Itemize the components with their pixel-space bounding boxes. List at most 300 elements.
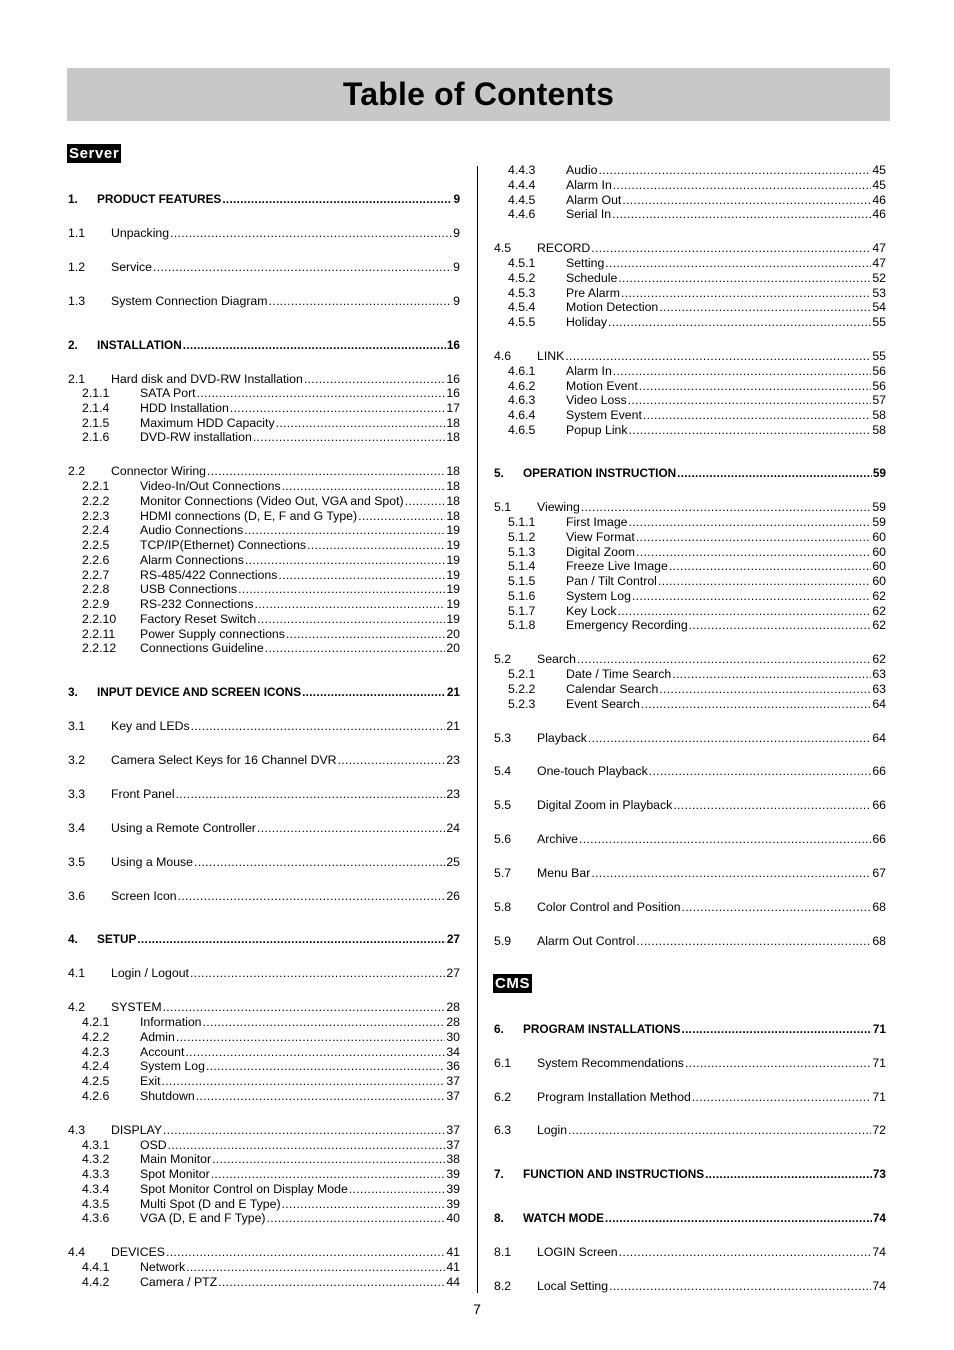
toc-entry-number: 4.6.4 — [508, 408, 536, 422]
toc-entry-number: 4.2.1 — [82, 1015, 110, 1029]
toc-leader-dots — [254, 597, 445, 612]
toc-entry-number: 4.6 — [494, 349, 512, 363]
toc-entry[interactable] — [68, 294, 460, 309]
toc-entry[interactable] — [494, 1090, 886, 1105]
toc-entry[interactable] — [494, 934, 886, 949]
toc-entry[interactable] — [82, 627, 460, 642]
toc-entry-number: 7. — [494, 1167, 504, 1181]
toc-entry-page: 20 — [446, 641, 460, 655]
toc-entry[interactable] — [494, 764, 886, 779]
toc-entry-page: 38 — [446, 1152, 460, 1166]
toc-entry-page: 17 — [446, 401, 460, 415]
toc-entry-number: 2.1.5 — [82, 416, 110, 430]
toc-leader-dots — [153, 260, 452, 275]
toc-entry-label: VGA (D, E and F Type) — [140, 1211, 266, 1225]
toc-entry[interactable] — [68, 260, 460, 275]
toc-entry[interactable] — [508, 559, 886, 574]
toc-entry-number: 4.1 — [68, 966, 86, 980]
toc-entry[interactable] — [82, 1015, 460, 1030]
toc-entry-label: System Connection Diagram — [111, 294, 268, 308]
toc-entry-number: 4.5.1 — [508, 256, 536, 270]
toc-entry-number: 5.7 — [494, 866, 512, 880]
toc-entry-number: 5.3 — [494, 731, 512, 745]
toc-entry[interactable] — [82, 1275, 460, 1290]
toc-entry[interactable] — [68, 464, 460, 479]
toc-entry[interactable] — [68, 192, 460, 207]
toc-entry-number: 6.2 — [494, 1090, 512, 1104]
toc-entry-page: 63 — [872, 682, 886, 696]
column-divider — [477, 166, 478, 1293]
toc-entry-number: 5.9 — [494, 934, 512, 948]
toc-entry-page: 59 — [872, 500, 886, 514]
toc-entry-number: 2.2.7 — [82, 568, 110, 582]
toc-leader-dots — [168, 1138, 446, 1153]
toc-entry-number: 4.5.2 — [508, 271, 536, 285]
toc-entry[interactable] — [82, 494, 460, 509]
toc-entry[interactable] — [82, 1059, 460, 1074]
toc-entry-label: HDMI connections (D, E, F and G Type) — [140, 509, 358, 523]
toc-entry-number: 5.1.7 — [508, 604, 536, 618]
toc-leader-dots — [608, 315, 871, 330]
toc-entry[interactable] — [508, 207, 886, 222]
toc-entry-label: Login / Logout — [111, 966, 189, 980]
toc-entry-label: TCP/IP(Ethernet) Connections — [140, 538, 307, 552]
toc-entry-label: Unpacking — [111, 226, 170, 240]
toc-leader-dots — [621, 286, 871, 301]
toc-entry-page: 9 — [453, 294, 460, 308]
toc-entry[interactable] — [82, 1197, 460, 1212]
toc-entry-label: Event Search — [566, 697, 640, 711]
toc-leader-dots — [618, 604, 872, 619]
toc-entry-number: 4.6.2 — [508, 379, 536, 393]
toc-leader-dots — [673, 798, 871, 813]
toc-entry[interactable] — [82, 401, 460, 416]
toc-entry[interactable] — [82, 597, 460, 612]
toc-entry-label: Holiday — [566, 315, 608, 329]
toc-entry-page: 54 — [872, 300, 886, 314]
toc-entry-label: Viewing — [537, 500, 580, 514]
toc-entry[interactable] — [508, 364, 886, 379]
toc-entry[interactable] — [68, 787, 460, 802]
toc-entry[interactable] — [494, 1279, 886, 1294]
toc-entry[interactable] — [68, 753, 460, 768]
toc-entry[interactable] — [82, 1074, 460, 1089]
toc-entry-number: 2.2.11 — [82, 627, 116, 641]
toc-entry-number: 2.2.4 — [82, 523, 110, 537]
toc-entry[interactable] — [68, 966, 460, 981]
toc-entry[interactable] — [508, 618, 886, 633]
toc-leader-dots — [588, 731, 871, 746]
toc-entry-label: Camera Select Keys for 16 Channel DVR — [111, 753, 337, 767]
toc-entry[interactable] — [508, 193, 886, 208]
toc-entry[interactable] — [494, 900, 886, 915]
toc-entry[interactable] — [82, 1167, 460, 1182]
toc-entry-label: Archive — [537, 832, 579, 846]
section-tag-server: Server — [69, 145, 120, 162]
toc-entry-label: Video Loss — [566, 393, 627, 407]
toc-entry-number: 4.3.3 — [82, 1167, 110, 1181]
toc-entry[interactable] — [508, 178, 886, 193]
toc-leader-dots — [190, 966, 445, 981]
toc-entry-page: 68 — [872, 934, 886, 948]
toc-entry-number: 5. — [494, 466, 504, 480]
toc-entry[interactable] — [82, 523, 460, 538]
toc-leader-dots — [649, 764, 872, 779]
toc-entry[interactable] — [494, 1245, 886, 1260]
toc-entry-label: Serial In — [566, 207, 612, 221]
toc-entry-number: 4.5.5 — [508, 315, 536, 329]
toc-entry[interactable] — [82, 1152, 460, 1167]
toc-entry-number: 5.8 — [494, 900, 512, 914]
toc-entry[interactable] — [508, 574, 886, 589]
toc-entry[interactable] — [494, 832, 886, 847]
toc-entry-page: 74 — [872, 1279, 886, 1293]
toc-leader-dots — [307, 538, 445, 553]
toc-entry[interactable] — [68, 685, 460, 700]
toc-entry-page: 9 — [453, 192, 460, 206]
toc-entry-page: 19 — [446, 612, 460, 626]
toc-entry-label: HDD Installation — [140, 401, 229, 415]
toc-leader-dots — [632, 589, 871, 604]
toc-entry-number: 4. — [68, 932, 78, 946]
toc-entry-label: Account — [140, 1045, 185, 1059]
toc-leader-dots — [282, 1197, 446, 1212]
toc-leader-dots — [186, 1260, 445, 1275]
toc-entry[interactable] — [494, 1167, 886, 1182]
toc-entry-label: Key and LEDs — [111, 719, 190, 733]
toc-leader-dots — [137, 932, 446, 947]
toc-entry[interactable] — [82, 1030, 460, 1045]
toc-leader-dots — [338, 753, 446, 768]
toc-entry-number: 2.2.8 — [82, 582, 110, 596]
toc-entry-page: 59 — [872, 466, 886, 480]
toc-entry-label: Alarm Connections — [140, 553, 244, 567]
toc-entry-label: Information — [140, 1015, 202, 1029]
toc-entry-label: Motion Detection — [566, 300, 659, 314]
toc-entry-page: 30 — [446, 1030, 460, 1044]
toc-leader-dots — [636, 545, 871, 560]
toc-entry[interactable] — [508, 667, 886, 682]
toc-entry[interactable] — [508, 300, 886, 315]
toc-leader-dots — [203, 1015, 446, 1030]
toc-entry-page: 68 — [872, 900, 886, 914]
toc-entry-label: Admin — [140, 1030, 175, 1044]
toc-entry-page: 44 — [446, 1275, 460, 1289]
toc-entry[interactable] — [508, 408, 886, 423]
toc-entry-page: 46 — [872, 207, 886, 221]
toc-entry-label: OSD — [140, 1138, 167, 1152]
toc-entry-page: 60 — [872, 530, 886, 544]
toc-entry-label: RS-232 Connections — [140, 597, 254, 611]
toc-entry[interactable] — [494, 500, 886, 515]
toc-leader-dots — [677, 466, 872, 481]
toc-entry-number: 4.5 — [494, 241, 512, 255]
toc-entry[interactable] — [82, 553, 460, 568]
toc-entry[interactable] — [68, 1000, 460, 1015]
toc-leader-dots — [639, 379, 872, 394]
toc-leader-dots — [238, 582, 445, 597]
toc-entry[interactable] — [494, 241, 886, 256]
toc-entry[interactable] — [82, 1211, 460, 1226]
toc-entry-page: 16 — [446, 372, 460, 386]
toc-entry-number: 4.4.4 — [508, 178, 536, 192]
toc-leader-dots — [358, 509, 445, 524]
toc-entry[interactable] — [508, 697, 886, 712]
toc-leader-dots — [682, 1022, 872, 1037]
toc-entry[interactable] — [68, 372, 460, 387]
toc-entry[interactable] — [508, 682, 886, 697]
toc-entry-number: 5.4 — [494, 764, 512, 778]
toc-leader-dots — [304, 372, 445, 387]
toc-entry[interactable] — [494, 1211, 886, 1226]
toc-entry-label: Service — [111, 260, 153, 274]
toc-entry[interactable] — [68, 719, 460, 734]
toc-leader-dots — [405, 494, 446, 509]
toc-entry-number: 5.1.4 — [508, 559, 536, 573]
toc-leader-dots — [612, 207, 871, 222]
toc-leader-dots — [629, 423, 872, 438]
toc-leader-dots — [705, 1167, 872, 1182]
toc-entry-number: 5.1.1 — [508, 515, 536, 529]
toc-leader-dots — [579, 832, 871, 847]
toc-entry[interactable] — [68, 821, 460, 836]
toc-entry-number: 2.2.2 — [82, 494, 110, 508]
toc-leader-dots — [636, 530, 872, 545]
toc-entry-number: 4.6.5 — [508, 423, 536, 437]
toc-entry-number: 4.5.4 — [508, 300, 536, 314]
toc-entry-label: Alarm Out — [566, 193, 622, 207]
toc-entry-page: 66 — [872, 798, 886, 812]
toc-entry-page: 39 — [446, 1167, 460, 1181]
toc-entry[interactable] — [82, 582, 460, 597]
toc-leader-dots — [641, 697, 871, 712]
toc-entry[interactable] — [82, 538, 460, 553]
toc-entry-number: 5.6 — [494, 832, 512, 846]
toc-entry-number: 6. — [494, 1022, 504, 1036]
toc-entry-label: Maximum HDD Capacity — [140, 416, 275, 430]
toc-entry-label: Exit — [140, 1074, 161, 1088]
toc-entry-label: DISPLAY — [111, 1123, 163, 1137]
toc-entry-label: View Format — [566, 530, 635, 544]
toc-entry-number: 3.4 — [68, 821, 86, 835]
toc-entry[interactable] — [82, 416, 460, 431]
toc-leader-dots — [636, 934, 871, 949]
toc-entry[interactable] — [68, 1245, 460, 1260]
toc-entry-label: PROGRAM INSTALLATIONS — [523, 1022, 681, 1036]
toc-entry[interactable] — [68, 226, 460, 241]
toc-leader-dots — [669, 559, 871, 574]
toc-entry-page: 64 — [872, 697, 886, 711]
toc-leader-dots — [591, 241, 871, 256]
toc-entry-page: 19 — [446, 553, 460, 567]
toc-entry-page: 53 — [872, 286, 886, 300]
toc-entry-number: 5.2.2 — [508, 682, 536, 696]
toc-leader-dots — [276, 416, 446, 431]
toc-entry[interactable] — [508, 423, 886, 438]
toc-entry-number: 5.1 — [494, 500, 512, 514]
toc-entry[interactable] — [82, 1182, 460, 1197]
toc-entry-page: 23 — [446, 753, 460, 767]
toc-entry[interactable] — [494, 731, 886, 746]
toc-leader-dots — [207, 464, 445, 479]
toc-entry[interactable] — [494, 798, 886, 813]
toc-leader-dots — [265, 641, 446, 656]
toc-entry-label: INPUT DEVICE AND SCREEN ICONS — [97, 685, 302, 699]
toc-entry-page: 56 — [872, 364, 886, 378]
toc-entry[interactable] — [68, 932, 460, 947]
toc-entry[interactable] — [508, 286, 886, 301]
toc-entry-number: 4.2 — [68, 1000, 86, 1014]
toc-leader-dots — [245, 553, 445, 568]
toc-entry[interactable] — [508, 393, 886, 408]
toc-entry-page: 46 — [872, 193, 886, 207]
toc-entry-page: 19 — [446, 538, 460, 552]
toc-entry-label: Multi Spot (D and E Type) — [140, 1197, 281, 1211]
toc-entry-label: LOGIN Screen — [537, 1245, 618, 1259]
toc-entry-number: 5.2 — [494, 652, 512, 666]
toc-entry-number: 3.3 — [68, 787, 86, 801]
toc-leader-dots — [212, 1152, 445, 1167]
toc-entry-page: 18 — [446, 494, 460, 508]
toc-entry[interactable] — [494, 1022, 886, 1037]
toc-entry[interactable] — [508, 589, 886, 604]
toc-entry-label: Login — [537, 1123, 568, 1137]
toc-entry[interactable] — [82, 479, 460, 494]
toc-entry-number: 2.2.9 — [82, 597, 110, 611]
toc-entry-page: 23 — [446, 787, 460, 801]
toc-entry[interactable] — [508, 515, 886, 530]
toc-entry-page: 9 — [453, 226, 460, 240]
toc-entry[interactable] — [82, 1138, 460, 1153]
toc-entry-page: 28 — [446, 1000, 460, 1014]
toc-entry[interactable] — [508, 256, 886, 271]
toc-entry-page: 58 — [872, 408, 886, 422]
toc-entry[interactable] — [494, 866, 886, 881]
toc-entry[interactable] — [508, 530, 886, 545]
toc-entry-number: 5.2.3 — [508, 697, 536, 711]
toc-entry-label: INSTALLATION — [97, 338, 182, 352]
toc-entry-number: 4.2.2 — [82, 1030, 110, 1044]
toc-entry-number: 2.1.4 — [82, 401, 110, 415]
toc-leader-dots — [682, 900, 872, 915]
toc-leader-dots — [672, 667, 871, 682]
toc-entry-number: 3.1 — [68, 719, 86, 733]
toc-leader-dots — [685, 1056, 871, 1071]
toc-entry[interactable] — [494, 1123, 886, 1138]
toc-entry[interactable] — [508, 271, 886, 286]
toc-entry-page: 37 — [446, 1138, 460, 1152]
toc-entry-page: 60 — [872, 559, 886, 573]
toc-entry[interactable] — [508, 315, 886, 330]
toc-entry-label: Spot Monitor — [140, 1167, 210, 1181]
toc-entry-label: Menu Bar — [537, 866, 591, 880]
toc-entry[interactable] — [494, 652, 886, 667]
toc-entry[interactable] — [494, 466, 886, 481]
toc-leader-dots — [218, 1275, 445, 1290]
toc-entry-page: 25 — [446, 855, 460, 869]
toc-entry[interactable] — [508, 379, 886, 394]
toc-entry-label: Power Supply connections — [140, 627, 285, 641]
toc-entry-page: 27 — [446, 932, 460, 946]
toc-entry-page: 47 — [872, 256, 886, 270]
toc-entry-page: 74 — [872, 1211, 886, 1225]
toc-entry-number: 4.4.3 — [508, 163, 536, 177]
toc-entry-number: 4.3.4 — [82, 1182, 110, 1196]
page-number: 7 — [473, 1301, 481, 1317]
toc-entry-page: 37 — [446, 1074, 460, 1088]
toc-entry-number: 4.3.1 — [82, 1138, 110, 1152]
toc-entry-label: Schedule — [566, 271, 618, 285]
title-banner — [67, 68, 890, 121]
toc-entry-page: 55 — [872, 349, 886, 363]
toc-leader-dots — [176, 1030, 445, 1045]
toc-entry[interactable] — [82, 386, 460, 401]
toc-entry-label: First Image — [566, 515, 628, 529]
toc-leader-dots — [286, 627, 445, 642]
toc-entry-page: 21 — [446, 685, 460, 699]
toc-entry-page: 18 — [446, 464, 460, 478]
toc-entry-page: 16 — [446, 338, 460, 352]
toc-entry[interactable] — [68, 338, 460, 353]
toc-entry-page: 18 — [446, 430, 460, 444]
toc-entry-number: 4.3.2 — [82, 1152, 110, 1166]
toc-entry[interactable] — [508, 163, 886, 178]
toc-entry-number: 4.4 — [68, 1245, 86, 1259]
toc-leader-dots — [206, 1059, 445, 1074]
toc-entry-label: Using a Remote Controller — [111, 821, 256, 835]
toc-leader-dots — [170, 226, 452, 241]
toc-entry[interactable] — [68, 1123, 460, 1138]
toc-entry-number: 1. — [68, 192, 78, 206]
toc-entry[interactable] — [508, 604, 886, 619]
toc-entry[interactable] — [82, 1089, 460, 1104]
toc-entry-number: 2.2 — [68, 464, 86, 478]
toc-entry-page: 18 — [446, 416, 460, 430]
toc-entry-number: 2. — [68, 338, 78, 352]
toc-entry-label: Alarm In — [566, 178, 612, 192]
toc-entry-number: 4.4.2 — [82, 1275, 110, 1289]
toc-entry[interactable] — [82, 509, 460, 524]
toc-entry-page: 72 — [872, 1123, 886, 1137]
toc-entry-page: 62 — [872, 589, 886, 603]
toc-entry[interactable] — [82, 430, 460, 445]
toc-entry-page: 66 — [872, 764, 886, 778]
toc-entry[interactable] — [68, 855, 460, 870]
toc-entry[interactable] — [82, 1260, 460, 1275]
toc-entry[interactable] — [494, 1056, 886, 1071]
toc-entry-number: 4.3.6 — [82, 1211, 110, 1225]
toc-entry-page: 71 — [872, 1090, 886, 1104]
toc-entry-page: 60 — [872, 545, 886, 559]
toc-entry[interactable] — [82, 612, 460, 627]
toc-entry-label: Pan / Tilt Control — [566, 574, 657, 588]
toc-leader-dots — [257, 821, 445, 836]
toc-entry-page: 62 — [872, 618, 886, 632]
toc-entry[interactable] — [82, 1045, 460, 1060]
toc-entry[interactable] — [82, 641, 460, 656]
toc-entry-page: 55 — [872, 315, 886, 329]
toc-entry-page: 62 — [872, 604, 886, 618]
toc-entry-page: 36 — [446, 1059, 460, 1073]
toc-entry-label: Screen Icon — [111, 889, 177, 903]
toc-entry-number: 5.1.3 — [508, 545, 536, 559]
toc-entry-number: 4.3.5 — [82, 1197, 110, 1211]
toc-entry[interactable] — [68, 889, 460, 904]
toc-entry[interactable] — [82, 568, 460, 583]
toc-entry[interactable] — [494, 349, 886, 364]
toc-leader-dots — [163, 1123, 445, 1138]
toc-entry[interactable] — [508, 545, 886, 560]
